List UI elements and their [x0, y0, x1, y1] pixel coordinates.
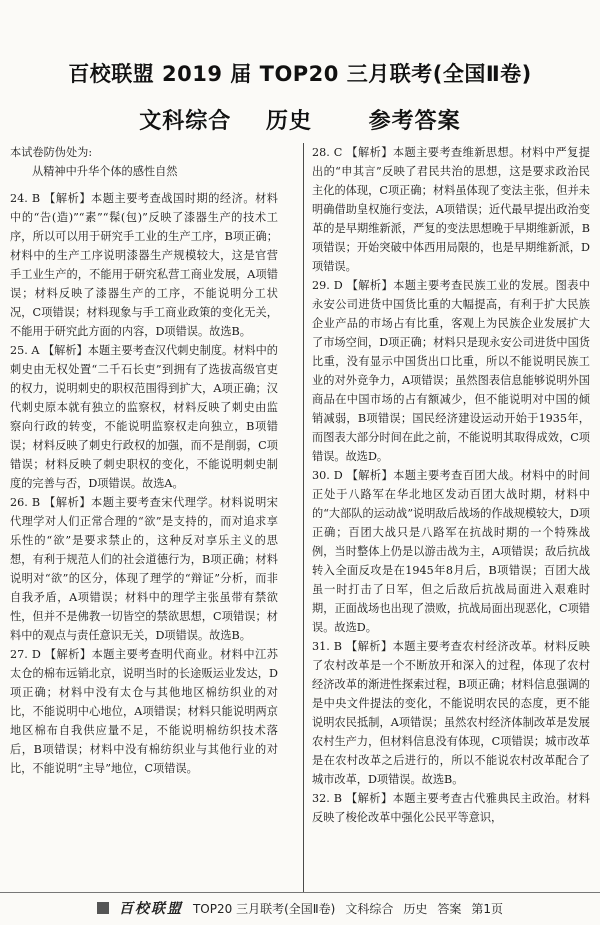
answer-item-31: 31. B 【解析】本题主要考查农村经济改革。材料反映了农村改革是一个不断放开和深入的过程，体现了农村经济改革的渐进性探索过程，B项正确；材料信息强调的是中央文件提法的变化，不能说明农民的态度，更不能说明农民抵制，A项错误；虽然农村经济体制改革是发展农村生产力，但材料信息没有体现，C项错误；城市改革是在农村改革之后进行的，所以不能说农村改革配合了城市改革，D项错误。故选B。 [312, 640, 590, 786]
page-subtitle [0, 104, 600, 135]
answer-item-30: 30. D 【解析】本题主要考查百团大战。材料中的时间正处于八路军在华北地区发动百团大战时期，材料中的“大部队的运动战”说明敌后战场的作战规模较大，D项正确；百团大战只是八路军在抗战时期的一个特殊战例，当时整体上仍是以游击战为主，A项错误；敌后抗战转入全面反攻是在1945年8月后，B项错误；百团大战虽一时打击了日军，但之后敌后抗战局面进入艰难时期，正面战场也出现了溃败，抗战局面出现恶化，C项错误。故选D。 [312, 469, 590, 634]
page-footer [0, 892, 600, 923]
answer-item-32: 32. B 【解析】本题主要考查古代雅典民主政治。材料反映了梭伦改革中强化公民平等意识， [312, 792, 590, 824]
subject-label: 文科综合 [139, 109, 232, 134]
discipline-label: 历史 [265, 109, 312, 134]
left-column [10, 143, 278, 778]
column-divider [303, 143, 304, 893]
right-column [312, 143, 590, 827]
answer-item-28: 28. C 【解析】本题主要考查维新思想。材料中严复提出的“申其言”反映了君民共治的思想，这是要求政治民主化的体现，C项正确；材料虽体现了变法主张，但并未明确借助皇权施行变法，A项错误；近代最早提出政治变革的是早期维新派，严复的变法思想晚于早期维新派，B项错误；开始突破中体西用局限的，也是早期维新派，D项错误。 [312, 146, 590, 273]
footer-kind: 答案 [437, 901, 462, 916]
footer-subject: 文科综合 [345, 901, 394, 916]
brand-logo-icon [97, 902, 109, 914]
answer-item-26: 26. B 【解析】本题主要考查宋代理学。材料说明宋代理学对人们正常合理的“欲”是支持的，而对追求享乐性的“欲”是要求禁止的，这种反对享乐主义的思想，有利于规范人们的社会道德行为，B项正确；材料说明对“欲”的区分，体现了理学的“辩证”分析，而非自我矛盾，A项错误；材料中的理学主张虽带有禁欲性，但并不是佛教一切皆空的禁欲思想，C项错误；材料中的观点与责任意识无关，D项错误。故选B。 [10, 496, 278, 642]
answer-item-29: 29. D 【解析】本题主要考查民族工业的发展。图表中永安公司进货中国货比重的大幅提高，有利于扩大民族企业产品的市场占有比重，客观上为民族企业发展扩大了市场空间，D项正确；材料只是现永安公司进货中国货比重，没有显示中国货出口比重，所以不能说明民族工业的对外竞争力，A项错误；虽然图表信息能够说明外国商品在中国市场的占有额减少，但不能说明对中国的倾销减弱，B项错误；国民经济建设运动开始于1935年，而图表大部分时间在此之前，不能说明其取得成效，C项错误。故选D。 [312, 279, 590, 463]
answer-item-25: 25. A 【解析】本题主要考查汉代刺史制度。材料中的刺史由无权处置“二千石长吏”到拥有了选拔高级官吏的权力，说明刺史的职权范围得到扩大，A项正确；汉代刺史原本就有独立的监察权，材料反映了刺史由监察向行政的转变，不能说明监察权走向独立，B项错误；材料反映了刺史行政权的加强，而不是削弱，C项错误；材料反映了刺史职权的变化，不能说明刺史制度的完善与否，D项错误。故选A。 [10, 344, 278, 490]
footer-page-number: 第1页 [471, 901, 504, 916]
answer-kind-label: 参考答案 [368, 109, 461, 134]
footer-exam-name: TOP20 三月联考(全国Ⅱ卷) [192, 901, 336, 916]
anti-fake-note [10, 143, 278, 181]
anti-fake-line-1: 本试卷防伪处为: [10, 146, 93, 159]
anti-fake-line-2: 从精神中升华个体的感性自然 [32, 165, 178, 178]
page-title: 百校联盟 2019 届 TOP20 三月联考(全国Ⅱ卷) [68, 62, 532, 86]
answer-item-24: 24. B 【解析】本题主要考查战国时期的经济。材料中的“告(造)”“素”“髹(包)”反映了漆器生产的技术工序，所以可以用于研究手工业的生产工序，B项正确；材料中的生产工序说明漆器生产规模较大，这是官营手工业生产的，不能用于研究私营工商业发展，A项错误；材料反映了漆器生产的工序，不能说明分工状况，C项错误；材料现象与手工商业政策的变化无关，不能用于研究此方面的内容，D项错误。故选B。 [10, 192, 278, 338]
answer-item-27: 27. D 【解析】本题主要考查明代商业。材料中江苏太仓的棉布远销北京，说明当时的长途贩运业发达，D项正确；材料中没有太仓与其他地区棉纺织业的对比，不能说明中心地位，A项错误；材料只能说明两京地区棉布自我供应量不足，不能说明棉纺织技术落后，B项错误；材料中没有棉纺织业与其他行业的对比，不能说明“主导”地位，C项错误。 [10, 648, 278, 775]
footer-discipline: 历史 [403, 901, 428, 916]
footer-brand: 百校联盟 [118, 901, 183, 917]
